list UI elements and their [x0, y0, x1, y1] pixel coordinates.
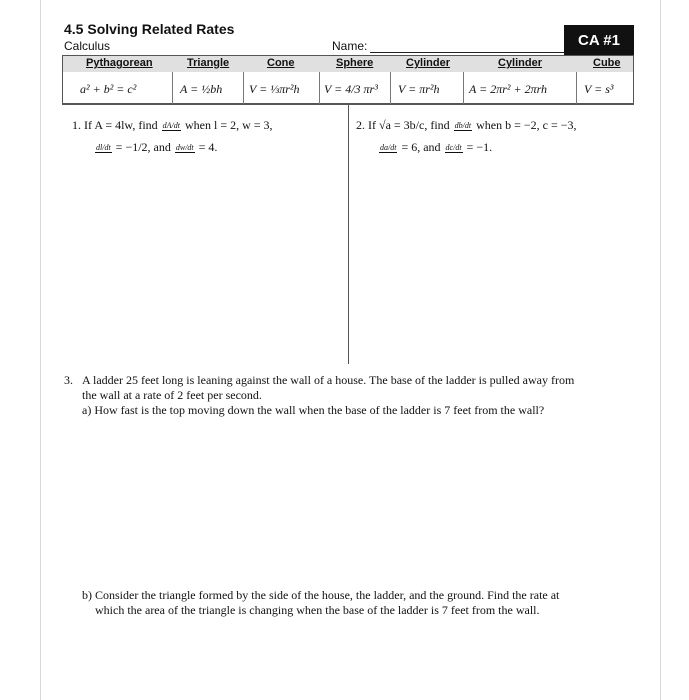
problem-3-text-line-2: the wall at a rate of 2 feet per second. [82, 388, 262, 402]
problem-3-part-a: a) How fast is the top moving down the wall when the base of the ladder is 7 feet from the wall? [82, 403, 545, 417]
formula-cylinder-volume: V = πr²h [398, 82, 440, 96]
formula-label-cylinder-volume: Cylinder [406, 57, 451, 69]
formula-divider [576, 72, 577, 104]
problem-1-and: and [153, 140, 171, 154]
problem-1-given-1: dl/dt [96, 142, 111, 152]
formula-label-sphere: Sphere [336, 57, 374, 69]
formula-sphere: V = 4/3 πr³ [324, 82, 378, 96]
problem-3-part-b-line-1: b) Consider the triangle formed by the side of the house, the ladder, and the ground. Find the rate at [82, 588, 560, 602]
problem-3-number: 3. [64, 373, 73, 387]
course-name: Calculus [64, 39, 111, 53]
problem-2-given-2: dc/dt [445, 142, 462, 152]
problem-2-given-1-val: = 6, and [401, 140, 441, 154]
formula-divider [243, 72, 244, 104]
name-field-line[interactable] [370, 52, 564, 53]
problem-1-text-a: If A = 4lw, find [84, 118, 158, 132]
problem-2-line-1 [356, 116, 577, 134]
assignment-badge: CA #1 [564, 25, 634, 55]
page-edge-right [660, 0, 661, 700]
problem-1-given-2-val: = 4. [198, 140, 218, 154]
formula-pythagorean: a² + b² = c² [80, 82, 137, 96]
page-edge-left [40, 0, 41, 700]
formula-label-pythagorean: Pythagorean [86, 57, 153, 69]
problem-1-line-1 [72, 116, 273, 134]
formula-divider [463, 72, 464, 104]
formula-cube: V = s³ [584, 82, 614, 96]
formula-divider [319, 72, 320, 104]
formula-cone: V = ⅓πr²h [249, 82, 300, 96]
worksheet-title: 4.5 Solving Related Rates [64, 21, 235, 37]
problem-1-number: 1. [72, 118, 81, 132]
problem-1-line-2 [94, 138, 217, 156]
problem-1-text-b: when l = 2, w = 3, [185, 118, 273, 132]
problem-2-find: db/dt [454, 120, 472, 130]
problem-2-line-2 [378, 138, 492, 156]
problem-3-text-line-1: A ladder 25 feet long is leaning against the wall of a house. The base of the ladder is pulled away from [82, 373, 575, 387]
problem-2-given-2-val: = −1. [466, 140, 493, 154]
formula-divider [390, 72, 391, 104]
problem-1-given-1-val: = −1/2, [115, 140, 151, 154]
problem-2-text-b: when b = −2, c = −3, [476, 118, 577, 132]
problem-2-number: 2. [356, 118, 365, 132]
problem-divider [348, 104, 349, 364]
problem-2-text-a: If √a = 3b/c, find [368, 118, 450, 132]
name-label: Name: [332, 39, 368, 53]
formula-label-cube: Cube [593, 57, 621, 69]
formula-divider [172, 72, 173, 104]
formula-label-triangle: Triangle [187, 57, 230, 69]
formula-triangle: A = ½bh [180, 82, 223, 96]
formula-cylinder-area: A = 2πr² + 2πrh [469, 82, 548, 96]
formula-label-cone: Cone [267, 57, 295, 69]
problem-2-given-1: da/dt [380, 142, 397, 152]
formula-label-cylinder-area: Cylinder [498, 57, 543, 69]
problem-1-find: dA/dt [162, 120, 180, 130]
problem-1-given-2: dw/dt [175, 142, 194, 152]
problem-3-part-b-line-2: which the area of the triangle is changing when the base of the ladder is 7 feet from the wall. [95, 603, 540, 617]
